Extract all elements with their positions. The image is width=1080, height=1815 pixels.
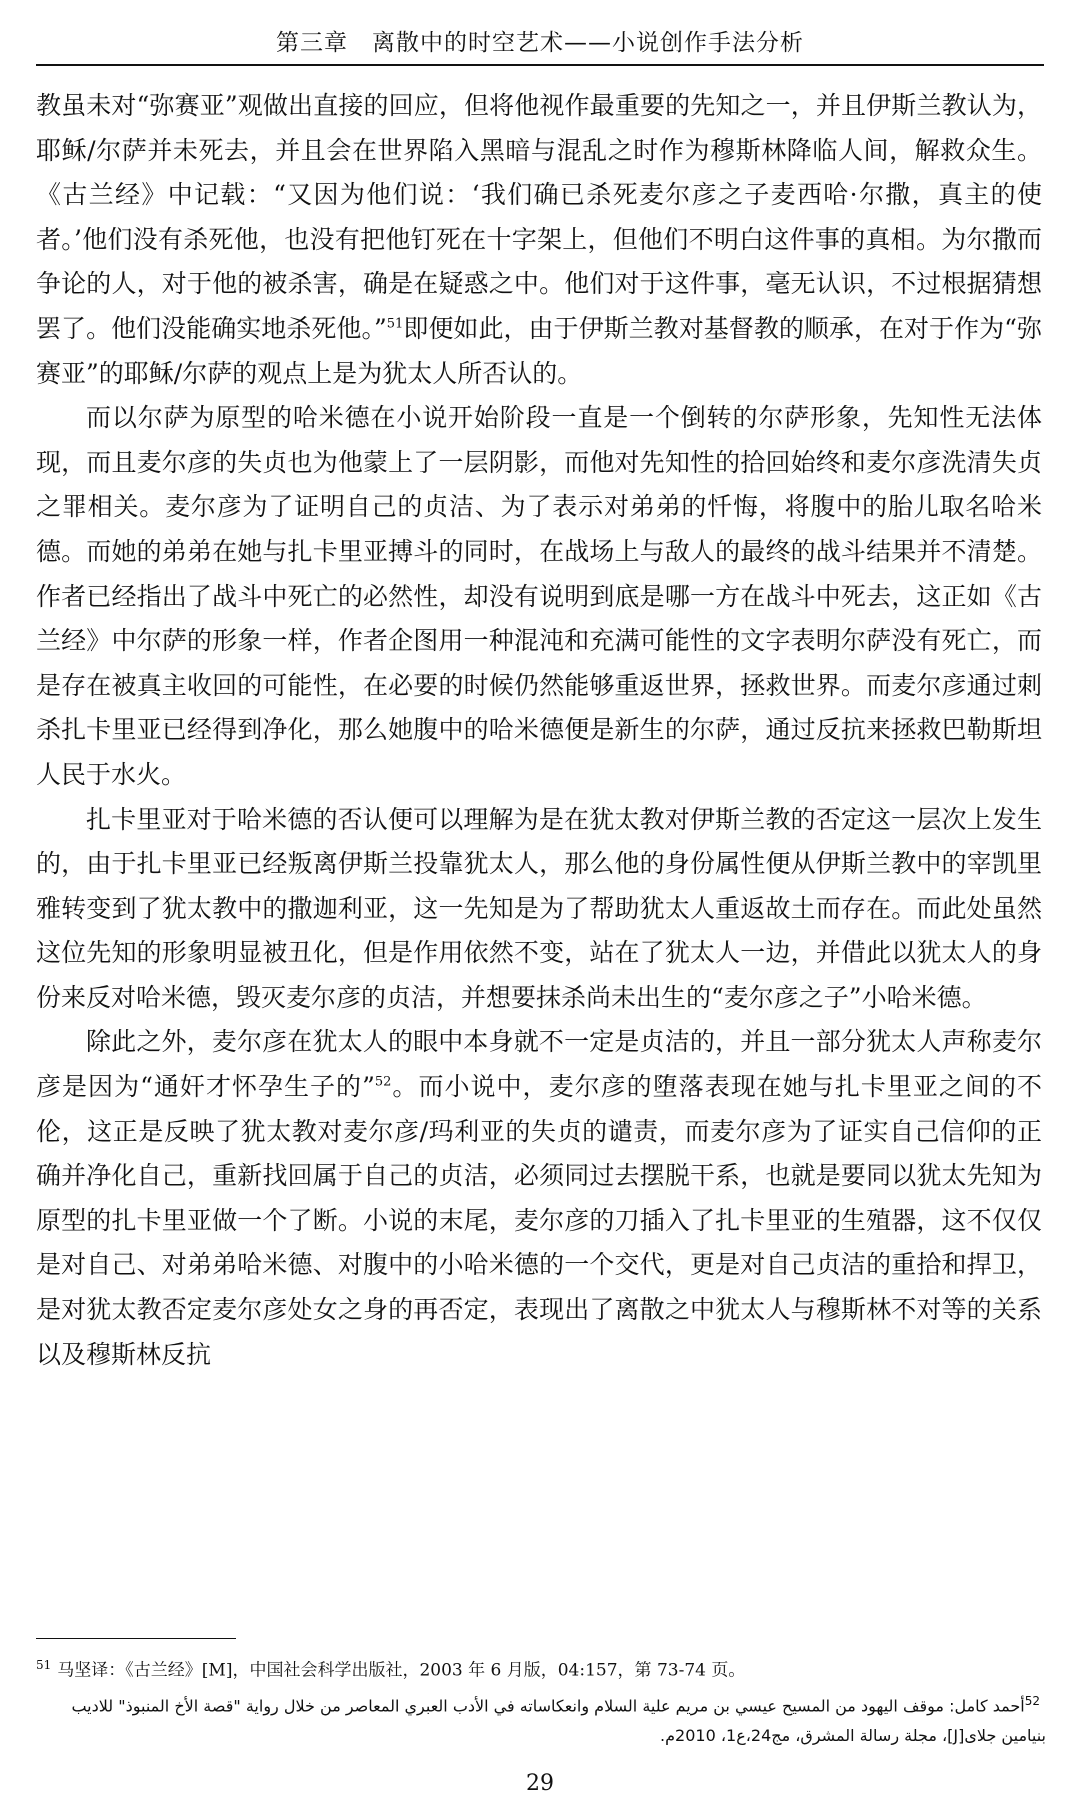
- paragraph: [36, 1020, 1042, 1377]
- footnote-ref: 51: [386, 316, 404, 332]
- body-text: [36, 84, 1042, 1377]
- footnote-ref: 52: [374, 1074, 392, 1090]
- footnote-text: أحمد كامل: موقف اليهود من المسيح عيسي بن مريم علية السلام وانعكاساته في الأدب العبري المعاصر من خلال رواية "قصة الأخ المنبوذ" للاديب بنيامين جلاى[J]، مجلة رسالة المشرق، مج24،ع1، 2010م.: [71, 1695, 1046, 1745]
- running-header: [36, 16, 1044, 66]
- footnote-divider: [36, 1638, 236, 1639]
- footnote-number: 52: [1024, 1693, 1040, 1708]
- paragraph-text: 。而小说中，麦尔彦的堕落表现在她与扎卡里亚之间的不伦，这正是反映了犹太教对麦尔彦/玛利亚的失贞的谴责，而麦尔彦为了证实自己信仰的正确并净化自己，重新找回属于自己的贞洁，必须同过去摆脱干系，也就是要同以犹太先知为原型的扎卡里亚做一个了断。小说的末尾，麦尔彦的刀插入了扎卡里亚的生殖器，这不仅仅是对自己、对弟弟哈米德、对腹中的小哈米德的一个交代，更是对自己贞洁的重拾和捍卫，是对犹太教否定麦尔彦处女之身的再否定，表现出了离散之中犹太人与穆斯林不对等的关系以及穆斯林反抗: [36, 1072, 1042, 1369]
- footnote: [36, 1686, 1046, 1751]
- footnote-number: 51: [36, 1658, 52, 1672]
- paragraph-text: 教虽未对“弥赛亚”观做出直接的回应，但将他视作最重要的先知之一，并且伊斯兰教认为，耶稣/尔萨并未死去，并且会在世界陷入黑暗与混乱之时作为穆斯林降临人间，解救众生。《古兰经》中记载：“又因为他们说：‘我们确已杀死麦尔彦之子麦西哈·尔撒，真主的使者。’他们没有杀死他，也没有把他钉死在十字架上，但他们不明白这件事的真相。为尔撒而争论的人，对于他的被杀害，确是在疑惑之中。他们对于这件事，毫无认识，不过根据猜想罢了。他们没能确实地杀死他。”: [36, 91, 1042, 343]
- footnotes: [36, 1650, 1046, 1751]
- footnote: [36, 1650, 1046, 1686]
- page-number: 29: [526, 1771, 554, 1796]
- paragraph-text: 即便如此，由于伊斯兰教对基督教的顺承，在对于作为“弥赛亚”的耶稣/尔萨的观点上是为犹太人所否认的。: [36, 313, 1042, 388]
- paragraph: 扎卡里亚对于哈米德的否认便可以理解为是在犹太教对伊斯兰教的否定这一层次上发生的，由于扎卡里亚已经叛离伊斯兰投靠犹太人，那么他的身份属性便从伊斯兰教中的宰凯里雅转变到了犹太教中的撒迦利亚，这一先知是为了帮助犹太人重返故土而存在。而此处虽然这位先知的形象明显被丑化，但是作用依然不变，站在了犹太人一边，并借此以犹太人的身份来反对哈米德，毁灭麦尔彦的贞洁，并想要抹杀尚未出生的“麦尔彦之子”小哈米德。: [36, 804, 1042, 1012]
- chapter-title: 第三章 离散中的时空艺术——小说创作手法分析: [276, 30, 804, 56]
- footnote-text: 马坚译：《古兰经》[M]，中国社会科学出版社，2003 年 6 月版，04:157，第 73-74 页。: [57, 1660, 746, 1681]
- paragraph: 而以尔萨为原型的哈米德在小说开始阶段一直是一个倒转的尔萨形象，先知性无法体现，而且麦尔彦的失贞也为他蒙上了一层阴影，而他对先知性的拾回始终和麦尔彦洗清失贞之罪相关。麦尔彦为了证明自己的贞洁、为了表示对弟弟的忏悔，将腹中的胎儿取名哈米德。而她的弟弟在她与扎卡里亚搏斗的同时，在战场上与敌人的最终的战斗结果并不清楚。作者已经指出了战斗中死亡的必然性，却没有说明到底是哪一方在战斗中死去，这正如《古兰经》中尔萨的形象一样，作者企图用一种混沌和充满可能性的文字表明尔萨没有死亡，而是存在被真主收回的可能性，在必要的时候仍然能够重返世界，拯救世界。而麦尔彦通过刺杀扎卡里亚已经得到净化，那么她腹中的哈米德便是新生的尔萨，通过反抗来拯救巴勒斯坦人民于水火。: [36, 403, 1042, 789]
- paragraph-text: 除此之外，麦尔彦在犹太人的眼中本身就不一定是贞洁的，并且一部分犹太人声称麦尔彦是因为“通奸才怀孕生子的”: [36, 1027, 1042, 1102]
- paragraph: [36, 84, 1042, 396]
